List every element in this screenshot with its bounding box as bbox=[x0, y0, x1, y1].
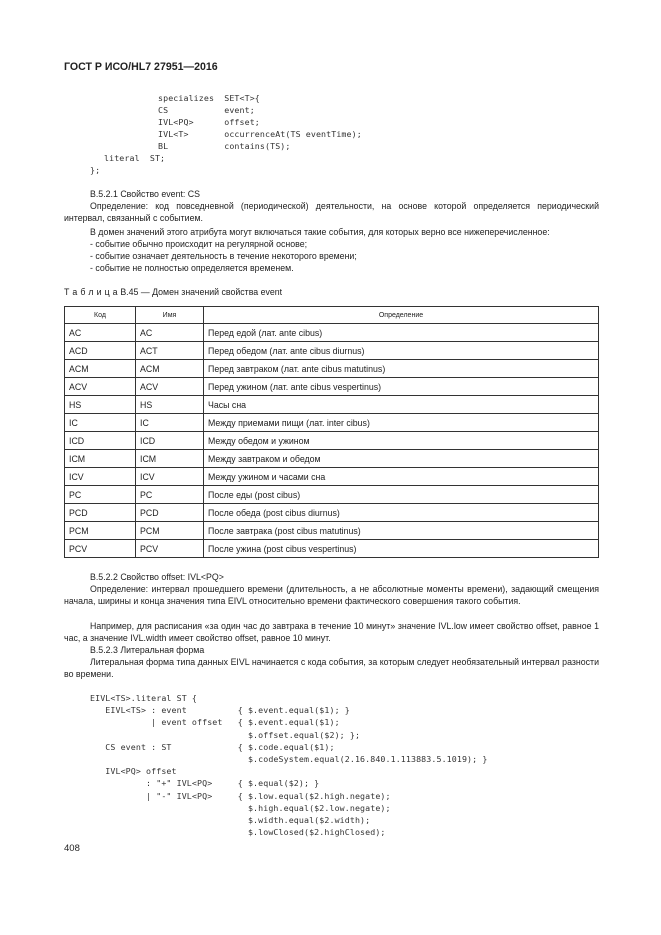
cell-code: ACV bbox=[65, 378, 136, 396]
code-line: $.codeSystem.equal(2.16.840.1.113883.5.1019); } bbox=[90, 754, 488, 764]
cell-code: ACD bbox=[65, 342, 136, 360]
code-line: $.width.equal($2.width); bbox=[90, 815, 371, 825]
event-domain-table bbox=[64, 306, 599, 558]
table-row bbox=[65, 432, 599, 450]
column-header-code: Код bbox=[65, 307, 136, 324]
cell-code: ICM bbox=[65, 450, 136, 468]
cell-code: AC bbox=[65, 324, 136, 342]
code-line: $.offset.equal($2); }; bbox=[90, 729, 361, 740]
code-line: CS event; bbox=[158, 105, 255, 115]
cell-definition: После обеда (post cibus diurnus) bbox=[204, 504, 599, 522]
cell-name: ACV bbox=[136, 378, 204, 396]
cell-definition: После еды (post cibus) bbox=[204, 486, 599, 504]
table-row bbox=[65, 360, 599, 378]
cell-definition: Перед едой (лат. ante cibus) bbox=[204, 324, 599, 342]
paragraph-literal-form: Литеральная форма типа данных EIVL начинается с кода события, за которым следует необязательный интервал разности во времени. bbox=[64, 657, 599, 679]
code-line: $.high.equal($2.low.negate); bbox=[90, 802, 391, 813]
cell-code: PCD bbox=[65, 504, 136, 522]
code-line: EIVL<TS> : event { $.event.equal($1); } bbox=[90, 705, 350, 716]
cell-definition: Между завтраком и обедом bbox=[204, 450, 599, 468]
cell-name: AC bbox=[136, 324, 204, 342]
table-row bbox=[65, 450, 599, 468]
cell-code: ICD bbox=[65, 432, 136, 450]
code-line: | event offset { $.event.equal($1); bbox=[90, 717, 340, 728]
section-heading-b523: В.5.2.3 Литеральная форма bbox=[90, 645, 205, 655]
code-line: specializes SET<T>{ bbox=[158, 93, 260, 103]
cell-definition: Часы сна bbox=[204, 396, 599, 414]
paragraph-definition: Определение: код повседневной (периодической) деятельности, на основе которой определяется периодический интервал, связанный с событием. bbox=[64, 201, 599, 223]
table-caption bbox=[64, 286, 282, 298]
code-line: : "+" IVL<PQ> { $.equal($2); } bbox=[90, 778, 320, 789]
cell-definition: После ужина (post cibus vespertinus) bbox=[204, 540, 599, 558]
section-heading-b522: В.5.2.2 Свойство offset: IVL<PQ> bbox=[90, 572, 224, 582]
cell-name: ACM bbox=[136, 360, 204, 378]
code-line: CS event : ST { $.code.equal($1); bbox=[90, 741, 335, 752]
cell-definition: Перед завтраком (лат. ante cibus matutinus) bbox=[204, 360, 599, 378]
column-header-name: Имя bbox=[136, 307, 204, 324]
page-number: 408 bbox=[64, 843, 80, 854]
cell-name: ICV bbox=[136, 468, 204, 486]
table-row bbox=[65, 414, 599, 432]
bullet-item: - событие не полностью определяется временем. bbox=[90, 263, 294, 273]
paragraph-intro: В домен значений этого атрибута могут включаться такие события, для которых верно все нижеперечисленное: bbox=[90, 227, 550, 237]
cell-definition: Между приемами пищи (лат. inter cibus) bbox=[204, 414, 599, 432]
table-row bbox=[65, 486, 599, 504]
cell-code: PCV bbox=[65, 540, 136, 558]
table-row bbox=[65, 468, 599, 486]
table-caption-text: В.45 — Домен значений свойства event bbox=[120, 287, 283, 297]
cell-name: HS bbox=[136, 396, 204, 414]
bullet-item: - событие означает деятельность в течение некоторого времени; bbox=[90, 251, 357, 261]
section-heading-b521: В.5.2.1 Свойство event: CS bbox=[90, 189, 201, 199]
bullet-item: - событие обычно происходит на регулярной основе; bbox=[90, 239, 308, 249]
paragraph-offset-example: Например, для расписания «за один час до завтрака в течение 10 минут» значение IVL.low имеет свойство offset, равное 1 час, а значение IVL.width имеет свойство offset, равное 10 минут. bbox=[64, 621, 599, 643]
code-line: EIVL<TS>.literal ST { bbox=[90, 693, 197, 703]
table-row bbox=[65, 540, 599, 558]
table-row bbox=[65, 342, 599, 360]
cell-name: PCD bbox=[136, 504, 204, 522]
cell-definition: Перед ужином (лат. ante cibus vespertinus) bbox=[204, 378, 599, 396]
cell-name: PCM bbox=[136, 522, 204, 540]
cell-code: PCM bbox=[65, 522, 136, 540]
cell-name: ACT bbox=[136, 342, 204, 360]
cell-name: ICM bbox=[136, 450, 204, 468]
code-line: BL contains(TS); bbox=[158, 141, 291, 151]
table-row bbox=[65, 396, 599, 414]
cell-code: HS bbox=[65, 396, 136, 414]
cell-code: IC bbox=[65, 414, 136, 432]
table-row bbox=[65, 522, 599, 540]
code-line: | "-" IVL<PQ> { $.low.equal($2.high.negate); bbox=[90, 790, 391, 801]
cell-definition: После завтрака (post cibus matutinus) bbox=[204, 522, 599, 540]
table-row bbox=[65, 378, 599, 396]
cell-code: ACM bbox=[65, 360, 136, 378]
cell-code: PC bbox=[65, 486, 136, 504]
table-header-row bbox=[65, 307, 599, 324]
cell-definition: Перед обедом (лат. ante cibus diurnus) bbox=[204, 342, 599, 360]
paragraph-offset-definition: Определение: интервал прошедшего времени (длительность, а не абсолютные моменты времени), задающий смещения начала, ширины и конца значения типа EIVL относительно времени фактического совершения такого события. bbox=[64, 584, 599, 606]
code-line: $.lowClosed($2.highClosed); bbox=[90, 827, 386, 838]
table-row bbox=[65, 324, 599, 342]
table-caption-label: Т а б л и ц а bbox=[64, 287, 118, 297]
table-row bbox=[65, 504, 599, 522]
column-header-definition: Определение bbox=[204, 307, 599, 324]
document-header: ГОСТ Р ИСО/HL7 27951—2016 bbox=[64, 61, 218, 73]
code-line: IVL<PQ> offset bbox=[90, 766, 177, 777]
cell-name: ICD bbox=[136, 432, 204, 450]
cell-code: ICV bbox=[65, 468, 136, 486]
code-line: }; bbox=[90, 165, 101, 175]
cell-definition: Между ужином и часами сна bbox=[204, 468, 599, 486]
cell-definition: Между обедом и ужином bbox=[204, 432, 599, 450]
code-line: IVL<PQ> offset; bbox=[158, 117, 260, 127]
cell-name: IC bbox=[136, 414, 204, 432]
code-line: literal ST; bbox=[104, 153, 166, 163]
cell-name: PCV bbox=[136, 540, 204, 558]
code-line: IVL<T> occurrenceAt(TS eventTime); bbox=[158, 129, 362, 139]
cell-name: PC bbox=[136, 486, 204, 504]
